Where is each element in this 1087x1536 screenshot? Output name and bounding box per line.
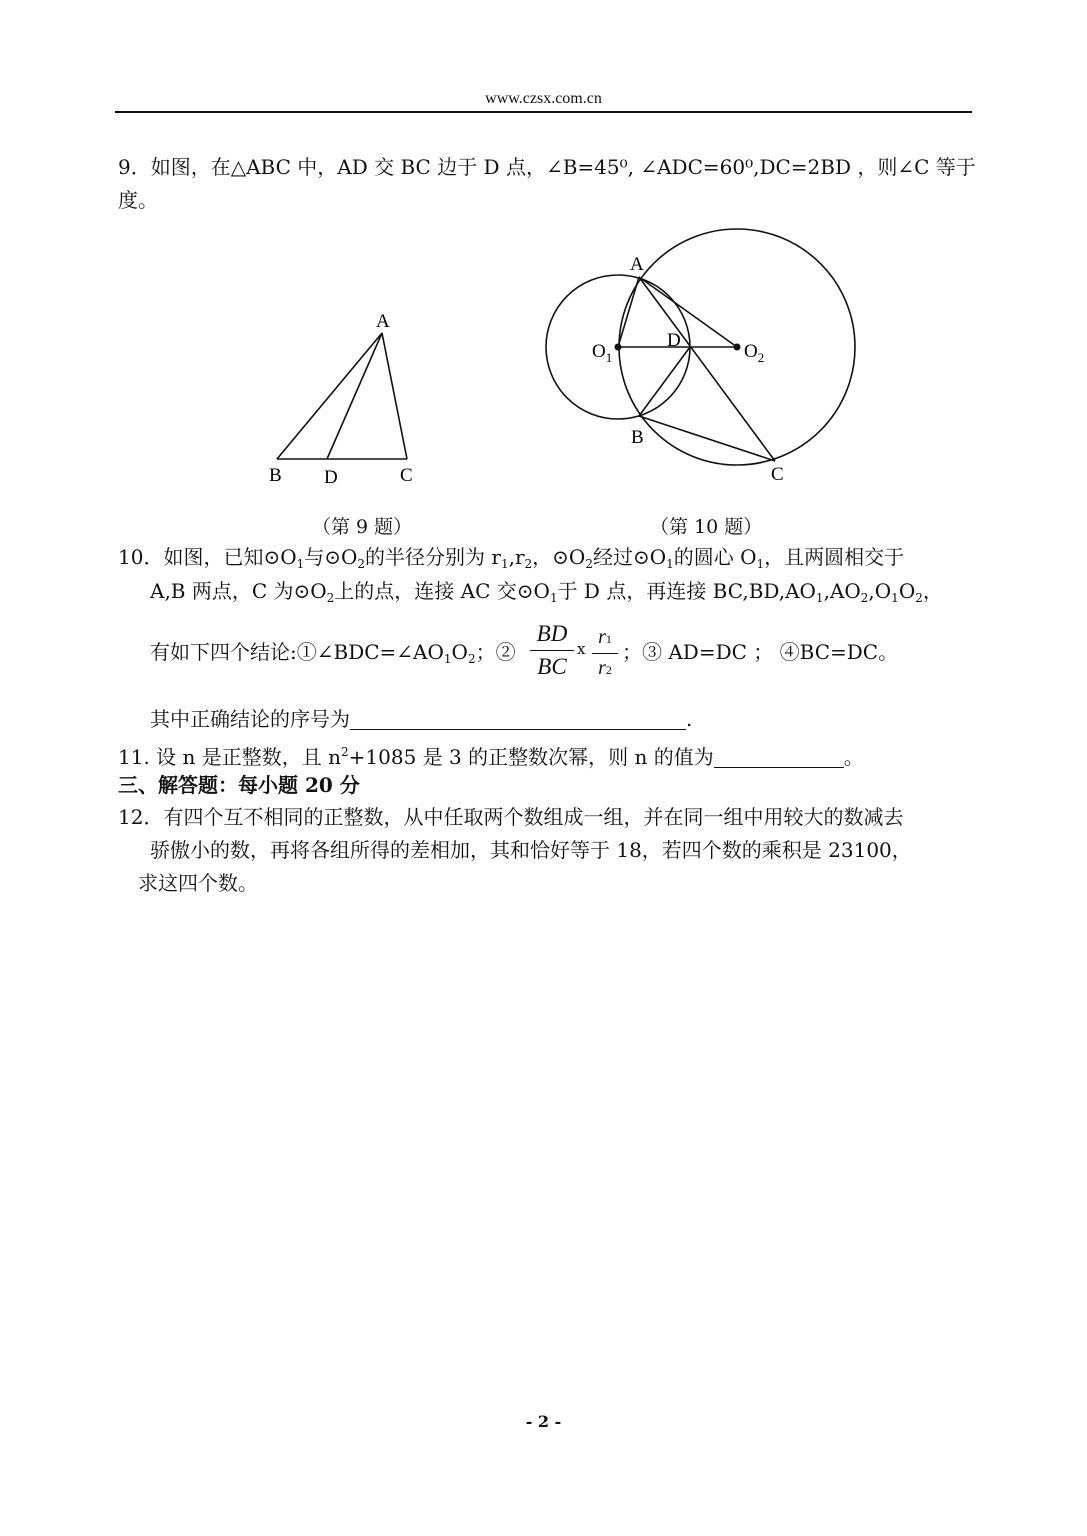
answer-blank[interactable]: [350, 709, 686, 730]
segment-BC: [639, 416, 775, 461]
fraction-denominator: BC: [537, 654, 567, 679]
q10-line1: 10．如图，已知$⊙O_1$与$⊙O_2$的半径分别为 $r_1,r_2$，$⊙O_2$经过$⊙O_1$的圆心 $O_1$，且两圆相交于: [118, 545, 905, 571]
equals-symbol: ⅹ: [577, 640, 586, 658]
label-B: B: [269, 465, 282, 486]
header-divider: [115, 111, 972, 113]
fraction-denominator: r2: [598, 657, 612, 679]
q10-line3-start: 有如下四个结论$:①\angle BDC=\angle AO_1O_2$；②: [150, 640, 516, 666]
q10-line4: 其中正确结论的序号为 .: [150, 707, 693, 731]
segment-AD: [327, 333, 382, 459]
point-O1: [615, 344, 622, 351]
label-O2: $O_2$: [744, 341, 765, 365]
header-url: www.czsx.com.cn: [485, 90, 602, 107]
q10-line3-end: ；③ AD=DC ； ④BC=DC。: [622, 640, 899, 664]
label-C: C: [771, 464, 784, 485]
fraction-bar: [530, 650, 574, 651]
answer-blank[interactable]: [714, 747, 844, 768]
label-O1: $O_1$: [592, 341, 613, 365]
q12-line3: 求这四个数。: [138, 871, 258, 895]
label-B: B: [631, 427, 644, 448]
figure-9-triangle: [260, 300, 430, 495]
figure-10-caption: （第 10 题）: [650, 516, 763, 538]
q10-line2: A,B 两点，C 为$⊙O_2$上的点，连接 AC 交$⊙O_1$于 D 点，再连接 $BC,BD,AO_1,AO_2,O_1O_2$，: [150, 579, 943, 605]
segment-AC: [382, 333, 407, 459]
segment-AC: [639, 277, 775, 461]
section-title: 三、解答题：每小题 20 分: [118, 773, 360, 797]
fraction-BD-BC: [530, 620, 574, 681]
label-A: A: [630, 254, 644, 275]
page-number: - 2 -: [525, 1412, 562, 1431]
segment-AO2: [639, 277, 737, 347]
figure-10-circles: [535, 220, 865, 490]
label-D: D: [667, 330, 681, 351]
segment-BD: [639, 347, 690, 416]
q11-line: 11. 设 n 是正整数，且 $n^2+1085$ 是 3 的正整数次幂，则 n 的值为 。: [118, 745, 864, 769]
segment-AB: [277, 333, 382, 459]
label-A: A: [376, 311, 390, 332]
label-C: C: [400, 465, 413, 486]
figure-9-caption: （第 9 题）: [312, 516, 413, 538]
point-O2: [734, 344, 741, 351]
fraction-r1-r2: [592, 625, 618, 682]
fraction-numerator: BD: [536, 621, 568, 646]
fraction-bar: [592, 653, 618, 654]
q9-line1: 9．如图，在△ABC 中，AD 交 BC 边于 D 点，∠B=45⁰, ∠ADC=60⁰,DC=2BD ，则∠C 等于: [118, 155, 976, 179]
segment-AO1: [618, 277, 639, 347]
label-D: D: [324, 467, 338, 488]
fraction-numerator: r1: [598, 626, 612, 648]
q9-line2: 度。: [118, 188, 158, 212]
q12-line1: 12．有四个互不相同的正整数，从中任取两个数组成一组，并在同一组中用较大的数减去: [118, 805, 904, 829]
q12-line2: 骄傲小的数，再将各组所得的差相加，其和恰好等于 18，若四个数的乘积是 23100，: [150, 838, 912, 862]
